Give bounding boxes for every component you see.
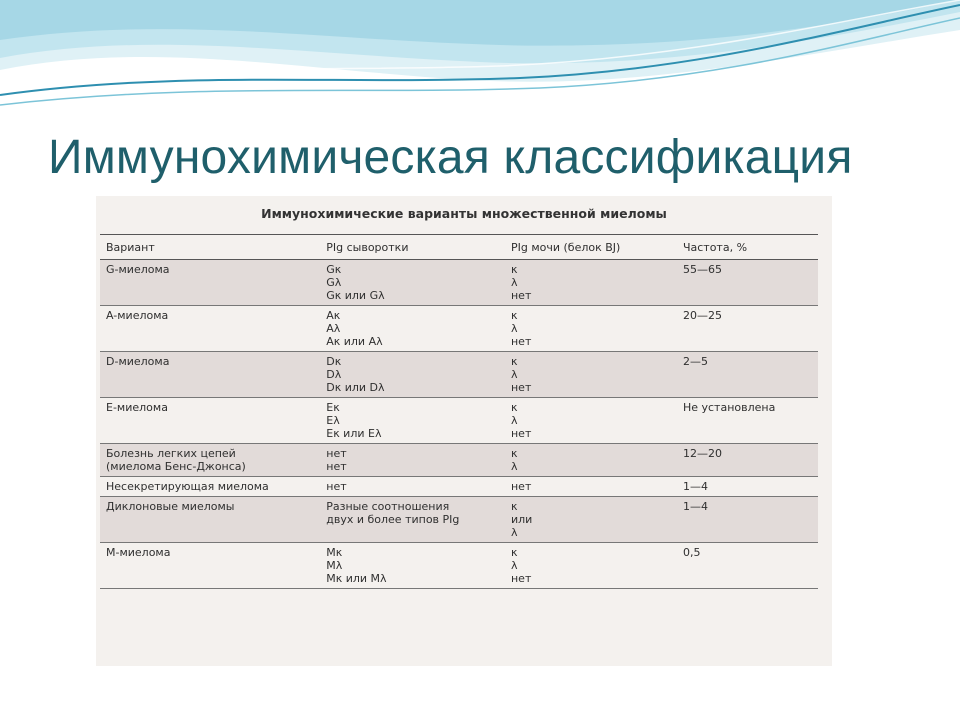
cell-serum-pig-line: Mκ bbox=[326, 546, 343, 559]
cell-serum-pig-line: нет bbox=[326, 460, 347, 473]
table-caption: Иммунохимические варианты множественной миеломы bbox=[261, 206, 667, 221]
table-row bbox=[100, 543, 818, 589]
cell-frequency-line: 1—4 bbox=[682, 480, 708, 493]
cell-variant bbox=[100, 543, 320, 589]
cell-urine-pig-line: λ bbox=[510, 460, 518, 473]
cell-urine-pig-line: нет bbox=[510, 381, 532, 394]
cell-serum-pig bbox=[320, 497, 505, 543]
cell-urine-pig bbox=[505, 543, 677, 589]
cell-serum-pig-line: нет bbox=[326, 447, 347, 460]
cell-frequency bbox=[677, 352, 818, 398]
cell-urine-pig-line: нет bbox=[510, 572, 532, 585]
cell-frequency bbox=[677, 398, 818, 444]
cell-variant-line: Болезнь легких цепей bbox=[106, 447, 236, 460]
cell-urine-pig-line: нет bbox=[510, 335, 532, 348]
table-row bbox=[100, 306, 818, 352]
cell-serum-pig-line: Aκ bbox=[326, 309, 341, 322]
cell-frequency-line: 1—4 bbox=[682, 500, 708, 513]
cell-urine-pig-line: или bbox=[510, 513, 533, 526]
table-row bbox=[100, 352, 818, 398]
cell-serum-pig bbox=[320, 477, 505, 497]
cell-serum-pig-line: Mλ bbox=[326, 559, 343, 572]
cell-serum-pig bbox=[320, 444, 505, 477]
table-header-row bbox=[100, 235, 818, 260]
cell-frequency bbox=[677, 497, 818, 543]
cell-urine-pig-line: κ bbox=[510, 447, 518, 460]
table-row bbox=[100, 444, 818, 477]
cell-urine-pig-line: λ bbox=[510, 276, 518, 289]
cell-urine-pig bbox=[505, 497, 677, 543]
cell-serum-pig-line: Eκ bbox=[326, 401, 340, 414]
cell-urine-pig-line: λ bbox=[510, 322, 518, 335]
cell-variant-line: E-миелома bbox=[106, 401, 168, 414]
cell-variant-line: A-миелома bbox=[106, 309, 169, 322]
cell-frequency-line: 20—25 bbox=[682, 309, 722, 322]
cell-urine-pig-line: λ bbox=[510, 559, 518, 572]
cell-urine-pig-line: κ bbox=[510, 500, 518, 513]
table-row bbox=[100, 260, 818, 306]
column-header-variant: Вариант bbox=[100, 235, 320, 260]
cell-serum-pig-line: Mκ или Mλ bbox=[326, 572, 387, 585]
cell-urine-pig bbox=[505, 352, 677, 398]
cell-serum-pig-line: Разные соотношения bbox=[326, 500, 450, 513]
cell-serum-pig-line: Dκ или Dλ bbox=[326, 381, 385, 394]
cell-urine-pig-line: κ bbox=[510, 546, 518, 559]
cell-urine-pig-line: нет bbox=[510, 289, 532, 302]
cell-frequency-line: Не установлена bbox=[682, 401, 776, 414]
cell-urine-pig-line: κ bbox=[510, 401, 518, 414]
column-header-serum: PIg сыворотки bbox=[320, 235, 505, 260]
cell-frequency-line: 12—20 bbox=[682, 447, 722, 460]
cell-serum-pig-line: Eλ bbox=[326, 414, 340, 427]
cell-urine-pig-line: κ bbox=[510, 309, 518, 322]
cell-variant-line: G-миелома bbox=[106, 263, 170, 276]
cell-urine-pig-line: λ bbox=[510, 368, 518, 381]
cell-serum-pig-line: Eκ или Eλ bbox=[326, 427, 382, 440]
cell-urine-pig-line: κ bbox=[510, 263, 518, 276]
cell-frequency bbox=[677, 260, 818, 306]
cell-frequency bbox=[677, 306, 818, 352]
column-header-frequency: Частота, % bbox=[677, 235, 818, 260]
cell-serum-pig-line: Aκ или Aλ bbox=[326, 335, 383, 348]
cell-frequency-line: 2—5 bbox=[682, 355, 708, 368]
scanned-table-image bbox=[96, 196, 832, 666]
myeloma-variants-table bbox=[100, 234, 818, 589]
cell-serum-pig bbox=[320, 398, 505, 444]
cell-frequency bbox=[677, 543, 818, 589]
cell-variant bbox=[100, 306, 320, 352]
cell-serum-pig-line: нет bbox=[326, 480, 347, 493]
cell-serum-pig-line: Gλ bbox=[326, 276, 342, 289]
cell-variant bbox=[100, 260, 320, 306]
table-row bbox=[100, 477, 818, 497]
cell-variant bbox=[100, 497, 320, 543]
cell-frequency-line: 0,5 bbox=[682, 546, 701, 559]
cell-variant-line: М-миелома bbox=[106, 546, 171, 559]
cell-urine-pig bbox=[505, 444, 677, 477]
cell-variant-line: Несекретирующая миелома bbox=[106, 480, 269, 493]
cell-variant bbox=[100, 352, 320, 398]
cell-urine-pig-line: нет bbox=[510, 480, 532, 493]
cell-variant-line: D-миелома bbox=[106, 355, 170, 368]
cell-variant-line: Диклоновые миеломы bbox=[106, 500, 235, 513]
decorative-wave-header bbox=[0, 0, 960, 130]
cell-variant bbox=[100, 398, 320, 444]
cell-serum-pig-line: Gκ bbox=[326, 263, 342, 276]
cell-serum-pig bbox=[320, 260, 505, 306]
cell-serum-pig-line: Dκ bbox=[326, 355, 342, 368]
cell-serum-pig bbox=[320, 352, 505, 398]
cell-serum-pig bbox=[320, 306, 505, 352]
cell-urine-pig bbox=[505, 477, 677, 497]
cell-urine-pig bbox=[505, 260, 677, 306]
cell-serum-pig-line: Gκ или Gλ bbox=[326, 289, 385, 302]
cell-variant bbox=[100, 444, 320, 477]
cell-urine-pig-line: λ bbox=[510, 526, 518, 539]
cell-variant bbox=[100, 477, 320, 497]
cell-urine-pig-line: κ bbox=[510, 355, 518, 368]
cell-serum-pig-line: Dλ bbox=[326, 368, 342, 381]
cell-serum-pig-line: Aλ bbox=[326, 322, 341, 335]
cell-frequency bbox=[677, 444, 818, 477]
cell-serum-pig-line: двух и более типов PIg bbox=[326, 513, 460, 526]
table-row bbox=[100, 398, 818, 444]
cell-urine-pig bbox=[505, 306, 677, 352]
cell-serum-pig bbox=[320, 543, 505, 589]
cell-frequency-line: 55—65 bbox=[682, 263, 722, 276]
column-header-urine: PIg мочи (белок BJ) bbox=[505, 235, 677, 260]
cell-urine-pig-line: λ bbox=[510, 414, 518, 427]
slide-title: Иммунохимическая классификация bbox=[48, 131, 853, 184]
cell-frequency bbox=[677, 477, 818, 497]
table-row bbox=[100, 497, 818, 543]
cell-urine-pig bbox=[505, 398, 677, 444]
cell-variant-line: (миелома Бенс-Джонса) bbox=[106, 460, 246, 473]
cell-urine-pig-line: нет bbox=[510, 427, 532, 440]
